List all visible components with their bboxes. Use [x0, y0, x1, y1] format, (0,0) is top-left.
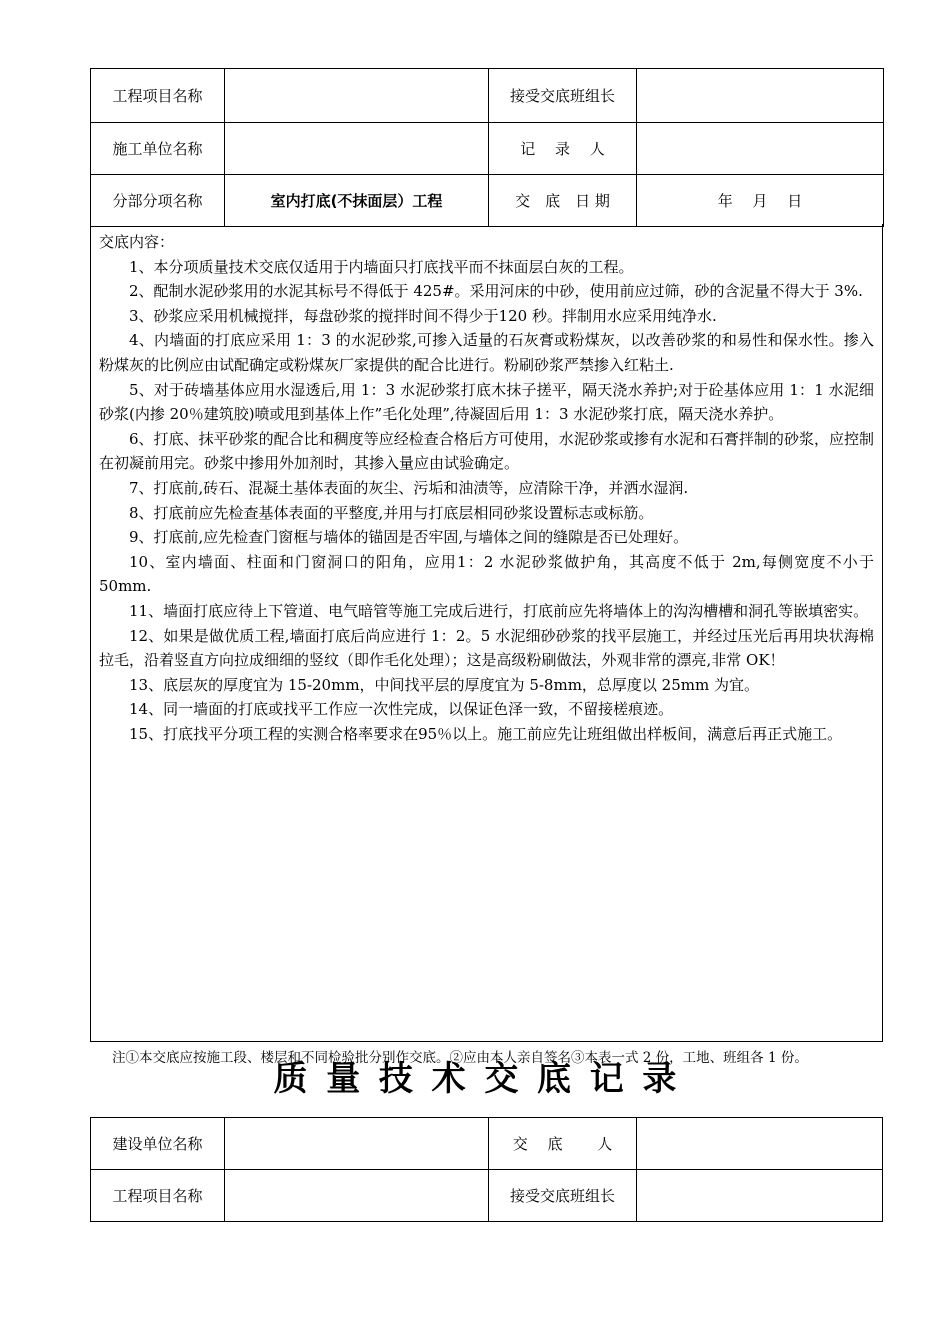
- content-item-12: 12、如果是做优质工程,墙面打底后尚应进行 1：2。5 水泥细砂砂浆的找平层施工，并经过压光后再用块状海棉拉毛，沿着竖直方向拉成细细的竖纹（即作毛化处理）；这是高级粉刷做法，外观非常的漂亮,非常 OK！: [99, 626, 874, 670]
- content-item-5: 5、对于砖墙基体应用水湿透后,用 1：3 水泥砂浆打底木抹子搓平，隔天浇水养护;对于砼基体应用 1：1 水泥细砂浆(内掺 20％建筑胶)喷或甩到基体上作”毛化处理”,待凝固后用 1：3 水泥砂浆打底，隔天浇水养护。: [99, 380, 874, 424]
- content-item-14: 14、同一墙面的打底或找平工作应一次性完成，以保证色泽一致，不留接槎痕迹。: [129, 700, 674, 719]
- project-name-label-2: 工程项目名称: [91, 1170, 225, 1222]
- team-leader-label-2: 接受交底班组长: [489, 1170, 637, 1222]
- project-name-field[interactable]: [225, 69, 489, 123]
- content-item-2: 2、配制水泥砂浆用的水泥其标号不得低于 425#。采用河床的中砂，使用前应过筛，砂的含泥量不得大于 3%.: [129, 282, 863, 301]
- content-item-11: 11、墙面打底应待上下管道、电气暗管等施工完成后进行，打底前应先将墙体上的沟沟槽槽和洞孔等嵌填密实。: [129, 601, 869, 620]
- discloser-field[interactable]: [637, 1118, 883, 1170]
- contractor-name-label: 施工单位名称: [91, 123, 225, 175]
- content-item-8: 8、打底前应先检查基体表面的平整度,并用与打底层相同砂浆设置标志或标筋。: [129, 503, 654, 522]
- builder-name-field[interactable]: [225, 1118, 489, 1170]
- footnote: 注①本交底应按施工段、楼层和不同检验批分别作交底。②应由本人亲自签名③本表一式 2 份，工地、班组各 1 份。: [112, 1050, 808, 1066]
- discloser-label: 交 底 人: [489, 1118, 637, 1170]
- content-heading: 交底内容：: [99, 233, 175, 251]
- recorder-label: 记 录 人: [489, 123, 637, 175]
- content-item-10: 10、室内墙面、柱面和门窗洞口的阳角，应用1：2 水泥砂浆做护角，其高度不低于 2m,每侧宽度不小于 50mm.: [99, 552, 874, 596]
- team-leader-field[interactable]: [637, 69, 884, 123]
- next-form-header-table: [90, 1117, 883, 1222]
- subitem-name-value[interactable]: 室内打底(不抹面层）工程: [225, 175, 489, 227]
- disclosure-content-box: [90, 224, 883, 1042]
- content-item-4: 4、内墙面的打底应采用 1：3 的水泥砂浆,可掺入适量的石灰膏或粉煤灰，以改善砂浆的和易性和保水性。掺入粉煤灰的比例应由试配确定或粉煤灰厂家提供的配合比进行。粉刷砂浆严禁掺入红粘土.: [99, 331, 874, 374]
- project-name-label: 工程项目名称: [91, 69, 225, 123]
- content-item-13: 13、底层灰的厚度宜为 15-20mm，中间找平层的厚度宜为 5-8mm，总厚度以 25mm 为宜。: [129, 675, 759, 694]
- project-name-field-2[interactable]: [225, 1170, 489, 1222]
- header-info-table: [90, 68, 884, 227]
- content-item-3: 3、砂浆应采用机械搅拌，每盘砂浆的搅拌时间不得少于120 秒。拌制用水应采用纯净水.: [129, 306, 717, 325]
- content-item-9: 9、打底前,应先检查门窗框与墙体的锚固是否牢固,与墙体之间的缝隙是否已处理好。: [129, 528, 689, 547]
- content-item-1: 1、本分项质量技术交底仅适用于内墙面只打底找平而不抹面层白灰的工程。: [129, 257, 634, 276]
- content-item-6: 6、打底、抹平砂浆的配合比和稠度等应经检查合格后方可使用，水泥砂浆或掺有水泥和石膏拌制的砂浆，应控制在初凝前用完。砂浆中掺用外加剂时，其掺入量应由试验确定。: [99, 429, 874, 473]
- team-leader-label: 接受交底班组长: [489, 69, 637, 123]
- content-item-15: 15、打底找平分项工程的实测合格率要求在95％以上。施工前应先让班组做出样板间，满意后再正式施工。: [129, 724, 843, 743]
- disclosure-date-label: 交 底 日 期: [489, 175, 637, 227]
- contractor-name-field[interactable]: [225, 123, 489, 175]
- disclosure-date-field[interactable]: 年 月 日: [637, 175, 884, 227]
- team-leader-field-2[interactable]: [637, 1170, 883, 1222]
- content-item-7: 7、打底前,砖石、混凝土基体表面的灰尘、污垢和油渍等，应清除干净，并洒水湿润.: [129, 478, 689, 497]
- builder-name-label: 建设单位名称: [91, 1118, 225, 1170]
- subitem-name-label: 分部分项名称: [91, 175, 225, 227]
- document-title: 质量技术交底记录: [273, 1059, 696, 1099]
- recorder-field[interactable]: [637, 123, 884, 175]
